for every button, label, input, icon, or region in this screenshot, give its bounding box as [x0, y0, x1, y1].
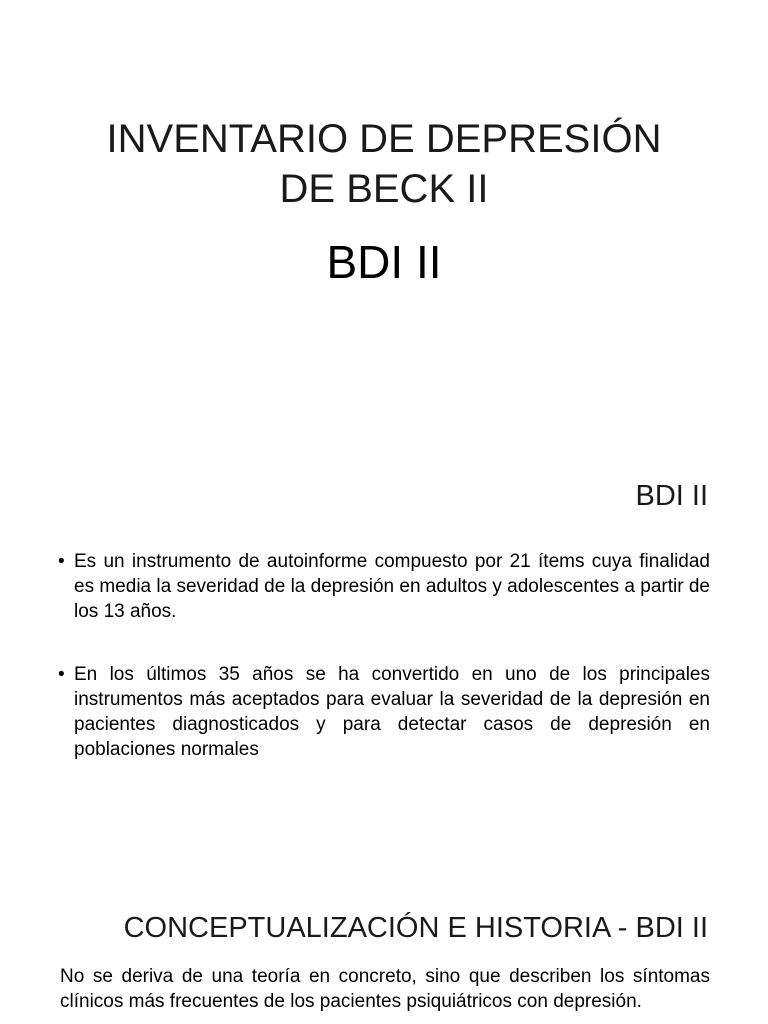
document-title: [0, 114, 768, 214]
bullet-dot-icon: •: [58, 664, 65, 685]
bullet-dot-icon: •: [58, 551, 65, 572]
slide-paragraph: No se deriva de una teoría en concreto, sino que describen los síntomas clínicos más frecuentes de los pacientes psiquiátricos con depresión.: [60, 966, 710, 1012]
slide-heading: BDI II: [635, 480, 708, 512]
bullet-item: [58, 549, 710, 624]
bullet-item: [58, 662, 710, 762]
title-line-1: INVENTARIO DE DEPRESIÓN: [106, 117, 662, 161]
document-subtitle: BDI II: [326, 236, 442, 288]
slide-heading: CONCEPTUALIZACIÓN E HISTORIA - BDI II: [123, 912, 708, 944]
bullet-text: En los últimos 35 años se ha convertido en uno de los principales instrumentos más aceptados para evaluar la severidad de la depresión en pacientes diagnosticados y para detectar casos de depresión en poblaciones normales: [74, 664, 710, 760]
bullet-text: Es un instrumento de autoinforme compuesto por 21 ítems cuya finalidad es media la severidad de la depresión en adultos y adolescentes a partir de los 13 años.: [74, 551, 710, 622]
title-line-2: DE BECK II: [279, 167, 489, 211]
